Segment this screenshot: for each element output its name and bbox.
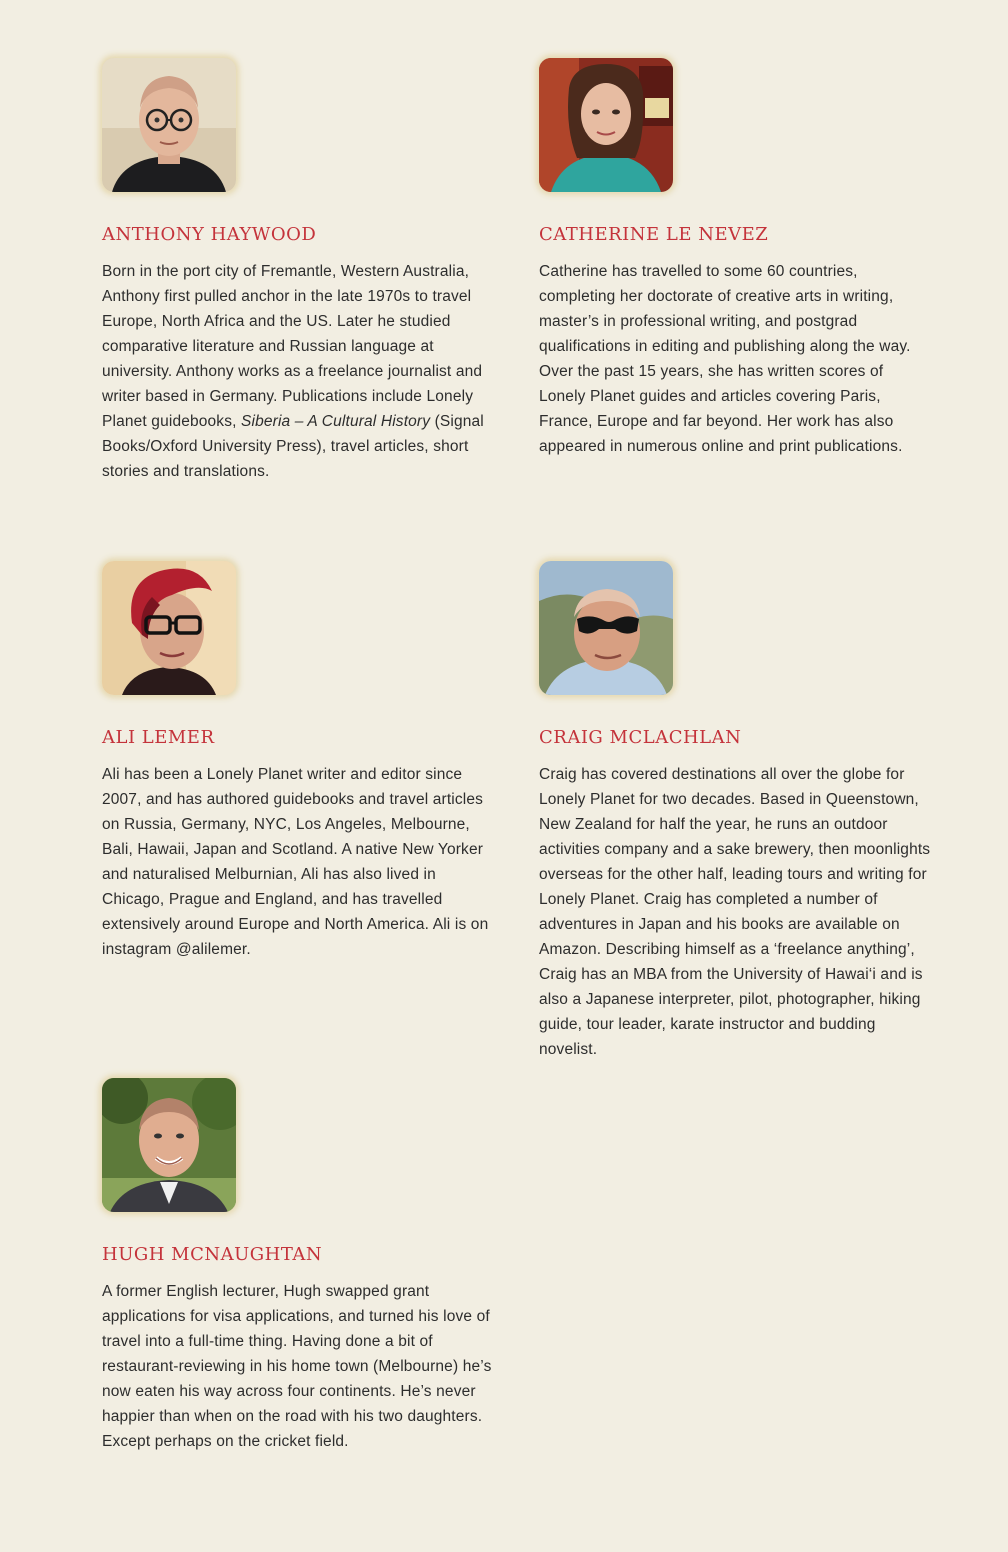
portrait-man-sunglasses-icon [539,561,673,695]
author-craig-mclachlan [539,561,931,1062]
author-bio: Ali has been a Lonely Planet writer and editor since 2007, and has authored guidebooks and travel articles on Russia, Germany, NYC, Los Angeles, Melbourne, Bali, Hawaii, Japan and Scotland. A native New Yorker and naturalised Melburnian, Ali has also lived in Chicago, Prague and England, and has travelled extensively around Europe and North America. Ali is on instagram @alilemer. [102,766,489,958]
author-bio-text: (Signal Books/Oxford University Press), travel articles, short stories and translations. [102,413,484,480]
portrait-man-glasses-icon [102,58,236,192]
author-anthony-haywood [102,58,502,484]
author-photo [102,58,236,192]
author-bio: Catherine has travelled to some 60 countries, completing her doctorate of creative arts in writing, master’s in professional writing, and postgrad qualifications in editing and publishing along the way. Over the past 15 years, she has written scores of Lonely Planet guides and articles covering Paris, France, Europe and far beyond. Her work has also appeared in numerous online and print publications. [539,263,911,455]
portrait-woman-glasses-icon [102,561,236,695]
author-name: CRAIG MCLACHLAN [539,727,742,748]
author-hugh-mcnaughtan [102,1078,502,1454]
author-name: CATHERINE LE NEVEZ [539,224,769,245]
portrait-man-suit-icon [102,1078,236,1212]
portrait-woman-icon [539,58,673,192]
author-ali-lemer [102,561,502,962]
author-photo [539,58,673,192]
author-name: ANTHONY HAYWOOD [102,224,317,245]
author-name: HUGH MCNAUGHTAN [102,1244,323,1265]
author-name: ALI LEMER [102,727,215,748]
author-bio [102,259,502,484]
author-catherine-le-nevez [539,58,931,459]
author-photo [539,561,673,695]
author-photo [102,561,236,695]
author-bio: A former English lecturer, Hugh swapped grant applications for visa applications, and turned his love of travel into a full-time thing. Having done a bit of restaurant-reviewing in his home town (Melbourne) he’s now eaten his way across four continents. He’s never happier than when on the road with his two daughters. Except perhaps on the cricket field. [102,1283,492,1450]
author-bio-text: Born in the port city of Fremantle, Western Australia, Anthony first pulled anchor in the late 1970s to travel Europe, North Africa and the US. Later he studied comparative literature and Russian language at university. Anthony works as a freelance journalist and writer based in Germany. Publications include Lonely Planet guidebooks, [102,263,483,430]
book-title: Siberia – A Cultural History [241,413,431,430]
author-photo [102,1078,236,1212]
author-bio: Craig has covered destinations all over the globe for Lonely Planet for two decades. Based in Queenstown, New Zealand for half the year, he runs an outdoor activities company and a sake brewery, then moonlights overseas for the other half, leading tours and writing for Lonely Planet. Craig has completed a number of adventures in Japan and his books are available on Amazon. Describing himself as a ‘freelance anything’, Craig has an MBA from the University of Hawai‘i and is also a Japanese interpreter, pilot, photographer, hiking guide, tour leader, karate instructor and budding novelist. [539,766,931,1058]
